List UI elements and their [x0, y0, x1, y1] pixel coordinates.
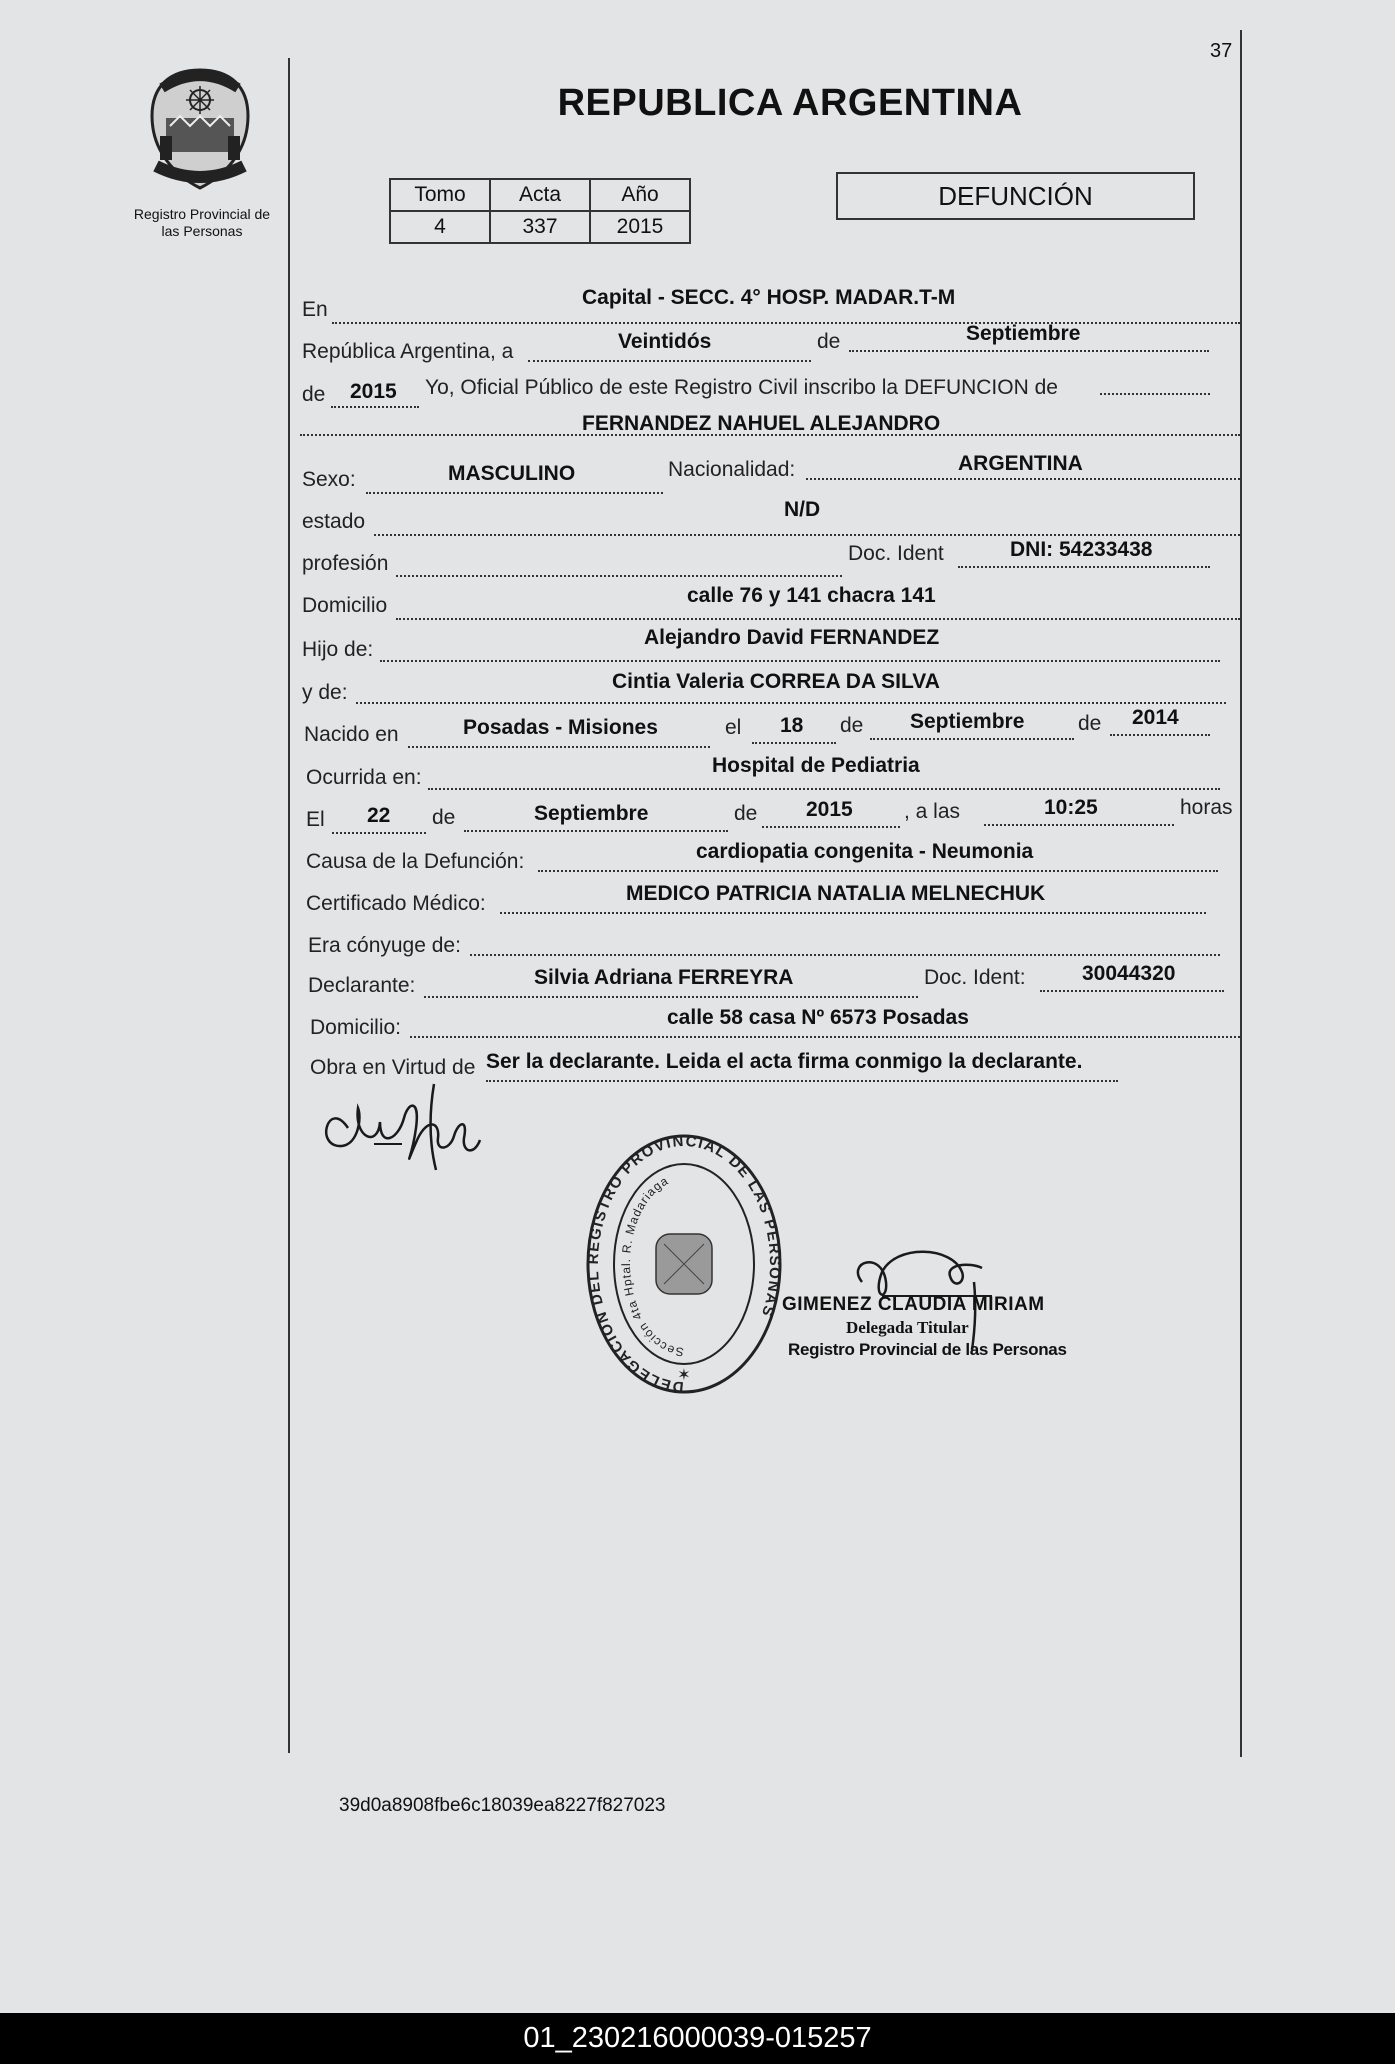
year-value: 2015	[350, 380, 397, 403]
civil-status-value: N/D	[784, 498, 821, 521]
place-of-death-value: Hospital de Pediatria	[712, 754, 920, 777]
dotted-line	[1100, 393, 1210, 395]
dotted-line	[366, 492, 663, 494]
medical-certificate-value: MEDICO PATRICIA NATALIA MELNECHUK	[626, 882, 1046, 905]
day-words-value: Veintidós	[618, 330, 712, 353]
dotted-line	[762, 826, 900, 828]
label-de: de	[734, 802, 758, 825]
label-el-fecha: El	[306, 808, 325, 831]
dotted-line	[332, 832, 426, 834]
dotted-line	[396, 575, 842, 577]
label-el: el	[725, 716, 742, 739]
birth-day-value: 18	[780, 714, 804, 737]
label-de: de	[1078, 712, 1102, 735]
death-day-value: 22	[367, 804, 391, 827]
death-year-value: 2015	[806, 798, 853, 821]
label-nacionalidad: Nacionalidad:	[668, 458, 796, 481]
dotted-line	[984, 824, 1174, 826]
right-margin-line	[1240, 30, 1242, 1757]
sex-value: MASCULINO	[448, 462, 576, 485]
dotted-line	[356, 702, 1226, 704]
registry-logo-caption: Registro Provincial de las Personas	[133, 206, 271, 239]
dotted-line	[428, 788, 1220, 790]
label-en: En	[302, 298, 328, 321]
label-a-las: , a las	[904, 800, 961, 823]
official-name: GIMENEZ CLAUDIA MIRIAM	[782, 1294, 1045, 1315]
death-month-value: Septiembre	[534, 802, 649, 825]
label-de: de	[302, 383, 326, 406]
dotted-line	[870, 738, 1074, 740]
month-value: Septiembre	[966, 322, 1081, 345]
record-reference-table	[389, 178, 691, 244]
dotted-line	[396, 618, 1240, 620]
stamp-outer-text: DELEGACION DEL REGISTRO PROVINCIAL DE LAS PERSONAS	[584, 1134, 784, 1396]
label-de: de	[432, 806, 456, 829]
registry-stamp	[584, 1134, 784, 1400]
dotted-line	[331, 406, 419, 408]
label-declarante: Declarante:	[308, 974, 416, 997]
official-role: Delegada Titular	[846, 1318, 969, 1337]
deceased-name-value: FERNANDEZ NAHUEL ALEJANDRO	[582, 412, 941, 435]
birth-month-value: Septiembre	[910, 710, 1025, 733]
official-office: Registro Provincial de las Personas	[788, 1340, 1067, 1359]
label-doc-ident-declarante: Doc. Ident:	[924, 966, 1026, 989]
dotted-line	[500, 912, 1206, 914]
dni-value: DNI: 54233438	[1010, 538, 1153, 561]
dotted-line	[486, 1080, 1118, 1082]
dotted-line	[538, 870, 1218, 872]
birthplace-value: Posadas - Misiones	[463, 716, 658, 739]
acta-value: 337	[490, 211, 590, 243]
label-doc-ident: Doc. Ident	[848, 542, 944, 565]
dotted-line	[380, 660, 1220, 662]
label-inscribo: Yo, Oficial Público de este Registro Civil inscribo la DEFUNCION de	[425, 376, 1058, 399]
label-sexo: Sexo:	[302, 468, 356, 491]
label-horas: horas	[1180, 796, 1233, 819]
document-hash: 39d0a8908fbe6c18039ea8227f827023	[339, 1795, 666, 1816]
dotted-line	[470, 954, 1220, 956]
dotted-line	[849, 350, 1209, 352]
label-certificado: Certificado Médico:	[306, 892, 486, 915]
dotted-line	[424, 996, 918, 998]
svg-text:✶: ✶	[677, 1365, 691, 1384]
tomo-value: 4	[390, 211, 490, 243]
address-value: calle 76 y 141 chacra 141	[687, 584, 936, 607]
dotted-line	[374, 534, 1240, 536]
label-domicilio-declarante: Domicilio:	[310, 1016, 402, 1039]
anio-header: Año	[590, 179, 690, 211]
legal-basis-value: Ser la declarante. Leida el acta firma conmigo la declarante.	[486, 1050, 1083, 1073]
label-causa: Causa de la Defunción:	[306, 850, 525, 873]
label-obra-en-virtud: Obra en Virtud de	[310, 1056, 476, 1079]
declarant-address-value: calle 58 casa Nº 6573 Posadas	[667, 1006, 969, 1029]
dotted-line	[410, 1036, 1240, 1038]
death-time-value: 10:25	[1044, 796, 1098, 819]
province-emblem-icon	[140, 66, 260, 192]
label-hijo-de: Hijo de:	[302, 638, 374, 661]
label-de: de	[817, 330, 841, 353]
dotted-line	[464, 830, 728, 832]
label-conyuge: Era cónyuge de:	[308, 934, 461, 957]
left-margin-line	[288, 58, 290, 1753]
anio-value: 2015	[590, 211, 690, 243]
dotted-line	[806, 478, 1240, 480]
label-nacido-en: Nacido en	[304, 723, 399, 746]
label-y-de: y de:	[302, 681, 348, 704]
mother-value: Cintia Valeria CORREA DA SILVA	[612, 670, 940, 693]
label-profesion: profesión	[302, 552, 389, 575]
document-type-box: DEFUNCIÓN	[836, 172, 1195, 220]
declarant-signature	[318, 1078, 498, 1178]
dotted-line	[958, 566, 1210, 568]
label-estado: estado	[302, 510, 366, 533]
nationality-value: ARGENTINA	[958, 452, 1083, 475]
scan-identifier: 01_230216000039-015257	[0, 2013, 1395, 2064]
page-number: 37	[1210, 40, 1233, 62]
acta-header: Acta	[490, 179, 590, 211]
place-value: Capital - SECC. 4° HOSP. MADAR.T-M	[582, 286, 956, 309]
dotted-line	[408, 746, 710, 748]
stamp-inner-text: Sección 4ta Hptal. R. Madariaga	[618, 1173, 685, 1360]
label-domicilio: Domicilio	[302, 594, 388, 617]
tomo-header: Tomo	[390, 179, 490, 211]
birth-year-value: 2014	[1132, 706, 1179, 729]
label-republica: República Argentina, a	[302, 340, 514, 363]
dotted-line	[528, 360, 811, 362]
label-de: de	[840, 714, 864, 737]
dotted-line	[752, 742, 836, 744]
father-value: Alejandro David FERNANDEZ	[644, 626, 940, 649]
declarant-doc-value: 30044320	[1082, 962, 1176, 985]
document-title: REPUBLICA ARGENTINA	[557, 82, 1023, 124]
cause-of-death-value: cardiopatia congenita - Neumonia	[696, 840, 1034, 863]
dotted-line	[332, 322, 1240, 324]
label-ocurrida-en: Ocurrida en:	[306, 766, 422, 789]
dotted-line	[1110, 734, 1210, 736]
declarant-name-value: Silvia Adriana FERREYRA	[534, 966, 794, 989]
dotted-line	[1040, 990, 1224, 992]
